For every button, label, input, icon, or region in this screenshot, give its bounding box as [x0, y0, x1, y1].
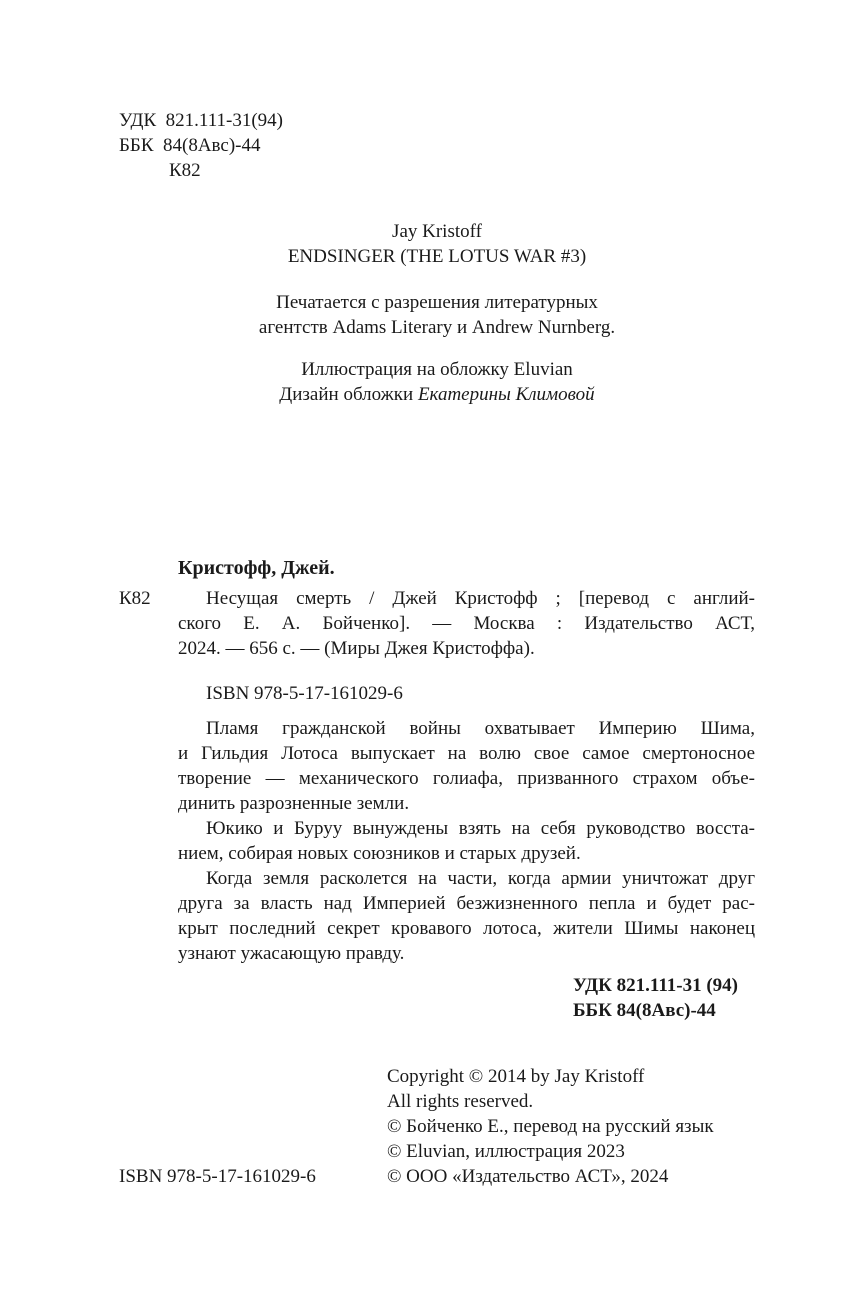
- copyright-line: © ООО «Издательство АСТ», 2024: [387, 1166, 669, 1187]
- permission-line: агентств Adams Literary и Andrew Nurnberg.: [258, 317, 616, 338]
- annotation-line: Когда земля расколется на части, когда армии уничтожат друг: [206, 868, 755, 889]
- copyright-line: All rights reserved.: [387, 1091, 534, 1112]
- entry-description: [178, 586, 755, 661]
- original-title-block: [119, 219, 755, 269]
- bbk-bold: ББК 84(8Авс)-44: [573, 1000, 716, 1021]
- annotation-line: друга за власть над Империей безжизненного пепла и будет рас-: [178, 893, 755, 914]
- entry-desc-line: ского Е. А. Бойченко]. — Москва : Издательство АСТ,: [178, 613, 755, 634]
- copyright-block: [387, 1064, 714, 1189]
- bbk-code: 84(8Авс)-44: [163, 135, 261, 156]
- credits-block: [119, 357, 755, 407]
- original-title: ENDSINGER (THE LOTUS WAR #3): [287, 246, 587, 267]
- entry-desc-line: Несущая смерть / Джей Кристофф ; [перевод с англий-: [206, 588, 755, 609]
- permission-line: Печатается с разрешения литературных: [276, 292, 598, 313]
- entry-desc-line: 2024. — 656 с. — (Миры Джея Кристоффа).: [178, 638, 535, 659]
- udk-label: УДК: [119, 110, 157, 131]
- annotation-line: Юкико и Буруу вынуждены взять на себя руководство восста-: [206, 818, 755, 839]
- copyright-line: Copyright © 2014 by Jay Kristoff: [387, 1066, 645, 1087]
- annotation-line: Пламя гражданской войны охватывает Империю Шима,: [206, 718, 755, 739]
- original-author: Jay Kristoff: [392, 221, 482, 242]
- annotation-line: узнают ужасающую правду.: [178, 943, 405, 964]
- bbk-label: ББК: [119, 135, 154, 156]
- bottom-isbn: ISBN 978-5-17-161029-6: [119, 1166, 316, 1187]
- permission-block: [119, 290, 755, 340]
- designer-name: Екатерины Климовой: [417, 384, 595, 405]
- copyright-line: © Бойченко Е., перевод на русский язык: [387, 1116, 714, 1137]
- design-credit: [119, 382, 755, 407]
- entry-mark: К82: [119, 588, 151, 609]
- design-prefix: Дизайн обложки: [279, 384, 418, 405]
- annotation-line: и Гильдия Лотоса выпускает на волю свое самое смертоносное: [178, 743, 755, 764]
- udk-bold: УДК 821.111-31 (94): [573, 975, 739, 996]
- annotation-line: творение — механического голиафа, призванного страхом объе-: [178, 768, 755, 789]
- illustration-credit: Иллюстрация на обложку Eluvian: [301, 359, 573, 380]
- codes-bold-block: [573, 973, 738, 1023]
- annotation-line: нием, собирая новых союзников и старых друзей.: [178, 843, 581, 864]
- udk-code: 821.111-31(94): [165, 110, 283, 131]
- classification-block: [119, 108, 283, 183]
- udk-line: [119, 108, 283, 133]
- annotation-line: крыт последний секрет кровавого лотоса, жители Шимы наконец: [178, 918, 755, 939]
- annotation: [178, 716, 755, 966]
- author-mark: К82: [169, 160, 201, 181]
- copyright-line: © Eluvian, иллюстрация 2023: [387, 1141, 625, 1162]
- entry-isbn: ISBN 978-5-17-161029-6: [206, 683, 403, 704]
- bbk-line: [119, 133, 283, 158]
- annotation-line: динить разрозненные земли.: [178, 793, 410, 814]
- entry-heading: Кристофф, Джей.: [178, 557, 335, 579]
